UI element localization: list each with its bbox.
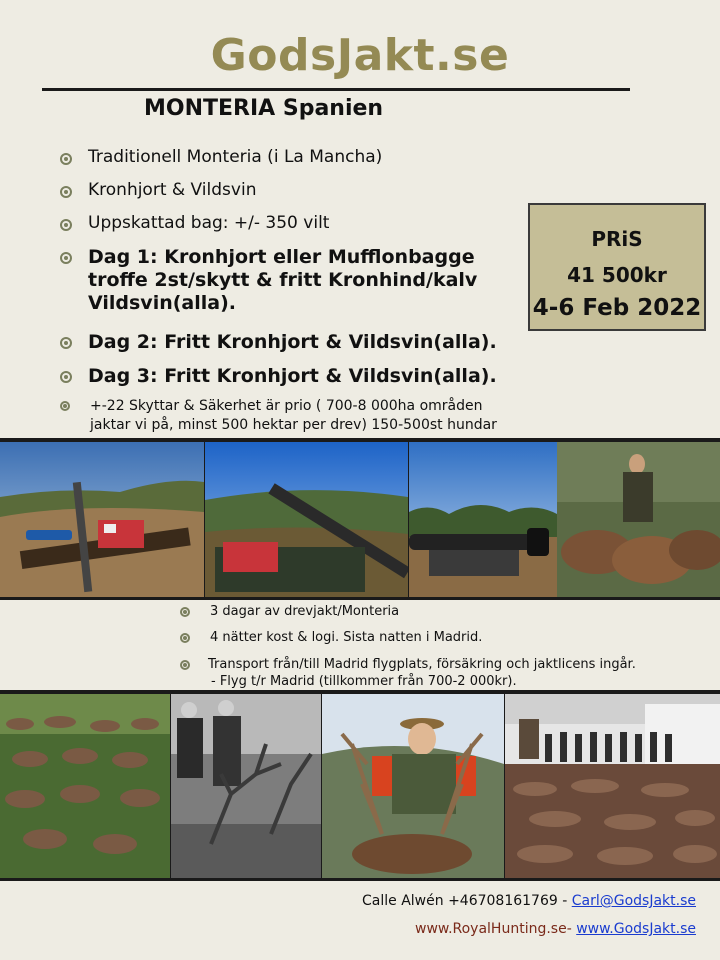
price-dates: 4-6 Feb 2022 (532, 295, 702, 321)
godsjakt-site-link[interactable]: www.GodsJakt.se (576, 921, 696, 937)
rifle-scope-landscape-photo (205, 442, 408, 597)
bullet-text: Traditionell Monteria (i La Mancha) (88, 147, 383, 167)
bullet-item (180, 603, 399, 620)
day-item (60, 365, 497, 388)
bullet-item (180, 656, 636, 673)
bullet-icon (60, 153, 72, 165)
email-link[interactable]: Carl@GodsJakt.se (571, 893, 696, 909)
bullet-item (60, 213, 329, 233)
bullet-icon (180, 660, 190, 670)
day-text: Dag 3: Fritt Kronhjort & Vildsvin(alla). (88, 365, 497, 387)
day-item (60, 246, 490, 315)
price-amount: 41 500kr (567, 263, 667, 287)
price-label: PRiS (591, 227, 643, 251)
price-box (528, 203, 706, 331)
brand-title: GodsJakt.se (210, 30, 510, 81)
royalhunting-site: www.RoyalHunting.se- (415, 921, 577, 937)
bullet-icon (60, 252, 72, 264)
rifle-on-bench-photo (0, 442, 204, 597)
scoped-rifle-photo (409, 442, 557, 597)
bullet-icon (180, 607, 190, 617)
website-line (415, 921, 696, 937)
day-text: Dag 1: Kronhjort eller Mufflonbagge troffe 2st/skytt & fritt Kronhind/kalv Vildsvin(alla). (88, 246, 478, 314)
bullet-item (60, 397, 500, 437)
bullet-text: Kronhjort & Vildsvin (88, 180, 257, 200)
bullet-text: 3 dagar av drevjakt/Monteria (210, 604, 400, 619)
bullet-text: Uppskattad bag: +/- 350 vilt (88, 213, 330, 233)
bullet-icon (60, 401, 70, 411)
bullet-icon (60, 219, 72, 231)
bullet-text: 4 nätter kost & logi. Sista natten i Madrid. (210, 630, 483, 645)
bullet-icon (60, 371, 72, 383)
page-subtitle: MONTERIA Spanien (144, 96, 384, 121)
deer-bag-field-photo (0, 694, 170, 878)
bullet-text: +-22 Skyttar & Säkerhet är prio ( 700-8 000ha områden jaktar vi på, minst 500 hektar per drev) 150-500st hundar (90, 398, 497, 433)
bullet-icon (60, 186, 72, 198)
day-item (60, 331, 497, 354)
bullet-icon (180, 633, 190, 643)
contact-line (362, 893, 696, 909)
bullet-icon (60, 337, 72, 349)
bullet-item (180, 629, 482, 646)
hunter-with-boars-photo (557, 442, 720, 597)
hunters-with-antlers-photo (171, 694, 321, 878)
flight-note: - Flyg t/r Madrid (tillkommer från 700-2 000kr). (211, 674, 517, 689)
bullet-text: Transport från/till Madrid flygplats, försäkring och jaktlicens ingår. (208, 657, 636, 672)
day-text: Dag 2: Fritt Kronhjort & Vildsvin(alla). (88, 331, 497, 353)
title-rule (42, 88, 630, 91)
contact-name-phone: Calle Alwén +46708161769 - (362, 893, 572, 909)
hunting-party-bag-photo (505, 694, 720, 878)
hunter-with-stag-photo (322, 694, 504, 878)
bullet-item (60, 180, 256, 200)
bullet-item (60, 147, 382, 167)
